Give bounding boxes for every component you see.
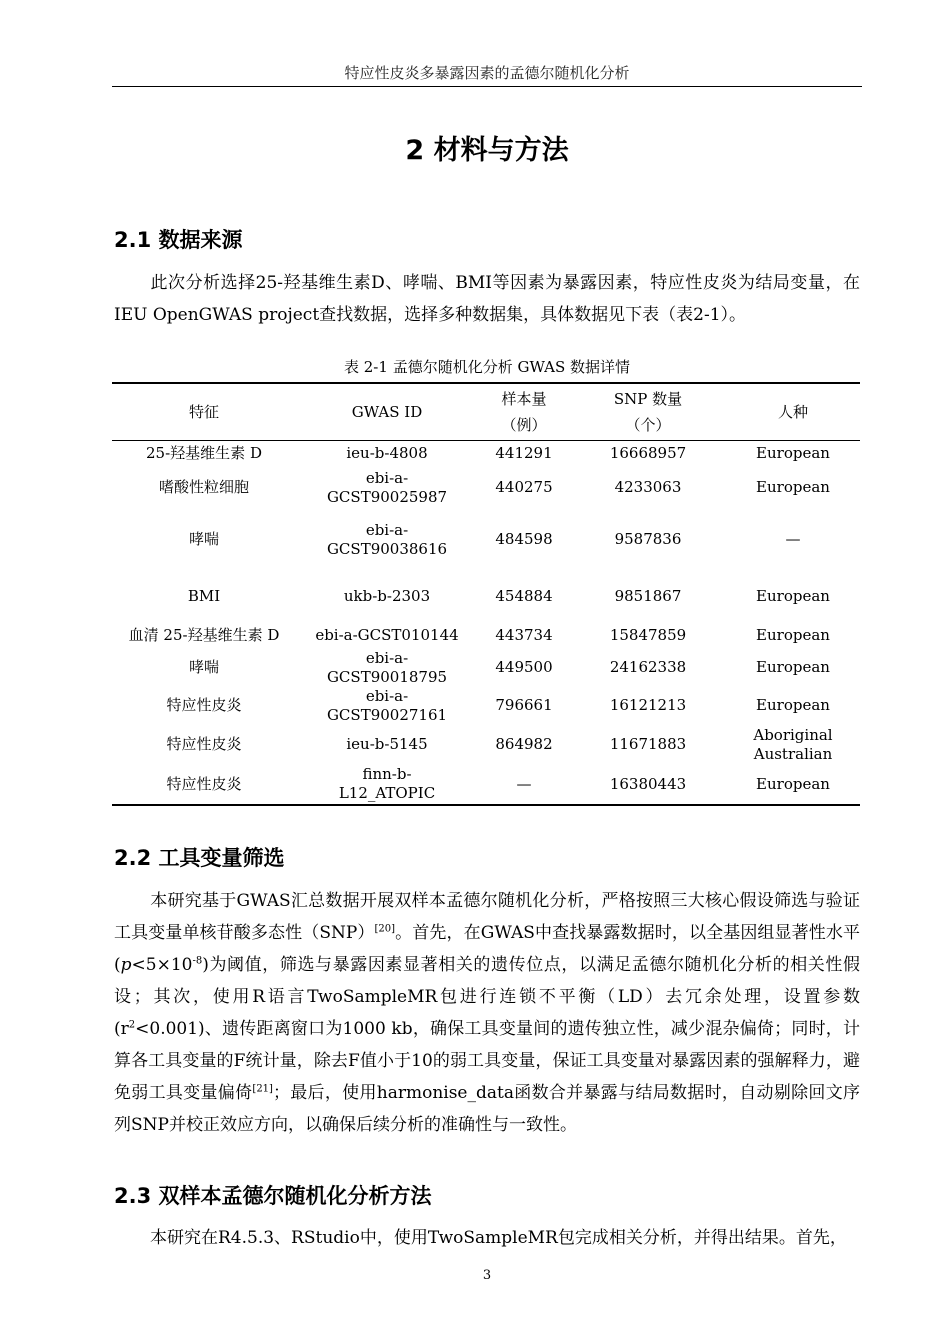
cell-sample-size: [478, 687, 570, 725]
cell-ethnicity-text: European: [756, 626, 830, 644]
cell-gwas-id-text: ukb-b-2303: [343, 587, 431, 605]
cell-sample-size-text: 484598: [495, 530, 553, 548]
cell-gwas-id: [296, 765, 478, 805]
cell-gwas-id-text: ebi-a-: [365, 686, 409, 705]
cell-ethnicity-text: European: [756, 658, 830, 676]
cell-snp-count: [570, 765, 726, 805]
cell-ethnicity: [726, 441, 860, 467]
cell-sample-size: [478, 623, 570, 649]
cell-trait-text: 特应性皮炎: [166, 774, 242, 793]
cell-sample-size: [478, 441, 570, 467]
table-row: [112, 687, 860, 725]
cell-trait-text: 哮喘: [188, 530, 219, 548]
header-trait: 特征: [112, 383, 296, 441]
cell-snp-count: [570, 687, 726, 725]
cell-sample-size: [478, 571, 570, 623]
cell-snp-count-text: 11671883: [609, 735, 687, 753]
cell-trait-text: 25-羟基维生素 D: [146, 444, 262, 463]
cell-snp-count: [570, 441, 726, 467]
cell-gwas-id-text: ebi-a-: [365, 468, 409, 487]
paragraph-text: 此次分析选择25-羟基维生素D、哮喘、BMI等因素为暴露因素，特应性皮炎为结局变量，在IEU OpenGWAS project查找数据，选择多种数据集，具体数据见下表（表2-1）。: [114, 273, 860, 325]
cell-trait: [112, 623, 296, 649]
table-row: [112, 571, 860, 623]
cell-sample-size-text: 440275: [495, 478, 553, 496]
cell-trait-text: 特应性皮炎: [166, 735, 242, 753]
cell-sample-size: [478, 467, 570, 509]
cell-gwas-id: [296, 509, 478, 571]
cell-trait: [112, 725, 296, 765]
cell-ethnicity-text: —: [785, 530, 801, 548]
cell-trait-text: 血清 25-羟基维生素 D: [128, 626, 280, 644]
header-sample-size: [478, 383, 570, 441]
cell-ethnicity: [726, 649, 860, 687]
citation-ref: [21]: [252, 1083, 273, 1095]
gwas-data-table: [112, 382, 860, 806]
cell-gwas-id: [296, 649, 478, 687]
cell-ethnicity-text: Aboriginal: [753, 725, 833, 744]
table-header-row: [112, 383, 860, 441]
cell-sample-size: [478, 765, 570, 805]
cell-trait-text: 嗜酸性粒细胞: [158, 478, 249, 496]
table-row: [112, 467, 860, 509]
cell-gwas-id-text: GCST90038616: [326, 539, 448, 558]
cell-snp-count: [570, 509, 726, 571]
exponent: 2: [128, 1019, 136, 1031]
cell-gwas-id-text: finn-b-: [362, 765, 412, 783]
cell-snp-count: [570, 623, 726, 649]
cell-gwas-id: [296, 441, 478, 467]
cell-snp-count-text: 24162338: [609, 658, 687, 676]
cell-gwas-id: [296, 623, 478, 649]
cell-gwas-id-text: ebi-a-: [365, 648, 409, 667]
header-sample-line1: 样本量: [501, 390, 547, 408]
header-ethnicity: 人种: [726, 383, 860, 441]
cell-ethnicity-text: European: [756, 696, 830, 714]
cell-trait: [112, 687, 296, 725]
paragraph-text: 。首先，在GWAS中查找暴露数据时，以全基因组显著性水平(: [114, 923, 860, 975]
section-title-2-3: 2.3 双样本孟德尔随机化分析方法: [114, 1184, 432, 1208]
cell-trait-text: 哮喘: [188, 658, 219, 676]
cell-ethnicity-text: European: [756, 587, 830, 605]
header-snp-count: [570, 383, 726, 441]
cell-snp-count: [570, 649, 726, 687]
table-row: [112, 765, 860, 805]
cell-sample-size-text: 796661: [495, 696, 553, 714]
cell-ethnicity: [726, 687, 860, 725]
paragraph-text: ；最后，使用harmonise_data函数合并暴露与结局数据时，自动剔除回文序列SNP并校正效应方向，以确保后续分析的准确性与一致性。: [114, 1083, 860, 1135]
cell-ethnicity: [726, 509, 860, 571]
cell-gwas-id-text: GCST90025987: [326, 487, 448, 506]
italic-p: p: [120, 955, 132, 975]
cell-sample-size-text: 864982: [495, 735, 553, 753]
table-row: [112, 649, 860, 687]
header-sample-line2: （例）: [501, 416, 547, 434]
cell-sample-size-text: 443734: [495, 626, 553, 644]
cell-sample-size: [478, 725, 570, 765]
cell-ethnicity: [726, 725, 860, 765]
cell-sample-size-text: —: [516, 774, 532, 793]
cell-sample-size-text: 454884: [495, 587, 553, 605]
cell-ethnicity: [726, 623, 860, 649]
cell-trait: [112, 571, 296, 623]
cell-gwas-id-text: GCST90018795: [326, 667, 448, 686]
cell-trait-text: 特应性皮炎: [166, 696, 242, 714]
table-row: [112, 509, 860, 571]
cell-trait-text: BMI: [187, 587, 221, 605]
header-rule: [112, 86, 862, 87]
citation-ref: [20]: [374, 923, 396, 935]
running-header: 特应性皮炎多暴露因素的孟德尔随机化分析: [344, 64, 630, 82]
cell-sample-size: [478, 509, 570, 571]
paragraph-mr-methods: [114, 1222, 860, 1254]
cell-snp-count-text: 4233063: [614, 478, 682, 496]
cell-snp-count: [570, 571, 726, 623]
cell-trait: [112, 509, 296, 571]
cell-trait: [112, 765, 296, 805]
cell-snp-count: [570, 725, 726, 765]
cell-snp-count-text: 16121213: [609, 696, 687, 714]
header-snp-line1: SNP 数量: [613, 390, 683, 408]
cell-snp-count-text: 16668957: [609, 444, 687, 463]
paragraph-instrument-selection: [114, 885, 860, 1141]
header-snp-line2: （个）: [625, 416, 671, 434]
cell-snp-count-text: 9587836: [614, 530, 682, 548]
cell-gwas-id-text: ieu-b-5145: [346, 735, 428, 753]
cell-trait: [112, 467, 296, 509]
cell-gwas-id: [296, 687, 478, 725]
cell-trait: [112, 441, 296, 467]
cell-sample-size-text: 449500: [495, 658, 553, 676]
cell-gwas-id-text: ebi-a-GCST010144: [315, 626, 459, 644]
cell-gwas-id: [296, 571, 478, 623]
cell-ethnicity: [726, 571, 860, 623]
cell-snp-count-text: 9851867: [614, 587, 682, 605]
paragraph-data-source: [114, 267, 860, 331]
cell-gwas-id-text: GCST90027161: [326, 705, 448, 724]
cell-ethnicity-text: European: [756, 774, 830, 793]
section-title-2-2: 2.2 工具变量筛选: [114, 846, 285, 870]
table-row: [112, 441, 860, 467]
cell-ethnicity: [726, 467, 860, 509]
cell-snp-count-text: 16380443: [609, 774, 687, 793]
cell-ethnicity-text: European: [756, 478, 830, 496]
page-number: 3: [482, 1268, 492, 1283]
cell-ethnicity-text: Australian: [753, 744, 833, 763]
cell-sample-size-text: 441291: [495, 444, 553, 463]
section-title-2-1: 2.1 数据来源: [114, 228, 243, 252]
cell-gwas-id: [296, 725, 478, 765]
table-row: [112, 623, 860, 649]
header-gwas-id: GWAS ID: [296, 383, 478, 441]
table-caption: 表 2-1 孟德尔随机化分析 GWAS 数据详情: [344, 358, 630, 376]
cell-ethnicity: [726, 765, 860, 805]
cell-snp-count-text: 15847859: [609, 626, 687, 644]
cell-ethnicity-text: European: [756, 444, 830, 463]
table-row: [112, 725, 860, 765]
paragraph-text: 本研究基于GWAS汇总数据开展双样本孟德尔随机化分析，严格按照三大核心假设筛选与验证工具变量单核苷酸多态性（SNP）: [114, 891, 860, 943]
cell-sample-size: [478, 649, 570, 687]
cell-gwas-id: [296, 467, 478, 509]
paragraph-text: 本研究在R4.5.3、RStudio中，使用TwoSampleMR包完成相关分析，并得出结果。首先，: [150, 1228, 847, 1248]
cell-gwas-id-text: ieu-b-4808: [346, 444, 428, 463]
cell-gwas-id-text: L12_ATOPIC: [338, 784, 436, 802]
cell-trait: [112, 649, 296, 687]
chapter-title: 2 材料与方法: [405, 135, 569, 166]
paragraph-text: <5×10: [131, 955, 193, 975]
cell-snp-count: [570, 467, 726, 509]
paragraph-text: <0.001)、遗传距离窗口为1000 kb，确保工具变量间的遗传独立性，减少混杂偏倚；同时，计算各工具变量的F统计量，除去F值小于10的弱工具变量，保证工具变量对暴露因素的强解释力，避免弱工具变量偏倚: [114, 1019, 860, 1103]
paragraph-text: )为阈值，筛选与暴露因素显著相关的遗传位点，以满足孟德尔随机化分析的相关性假设；其次，使用R语言TwoSampleMR包进行连锁不平衡（LD）去冗余处理，设置参数(r: [114, 955, 860, 1039]
cell-gwas-id-text: ebi-a-: [365, 520, 409, 539]
exponent: -8: [192, 955, 203, 967]
